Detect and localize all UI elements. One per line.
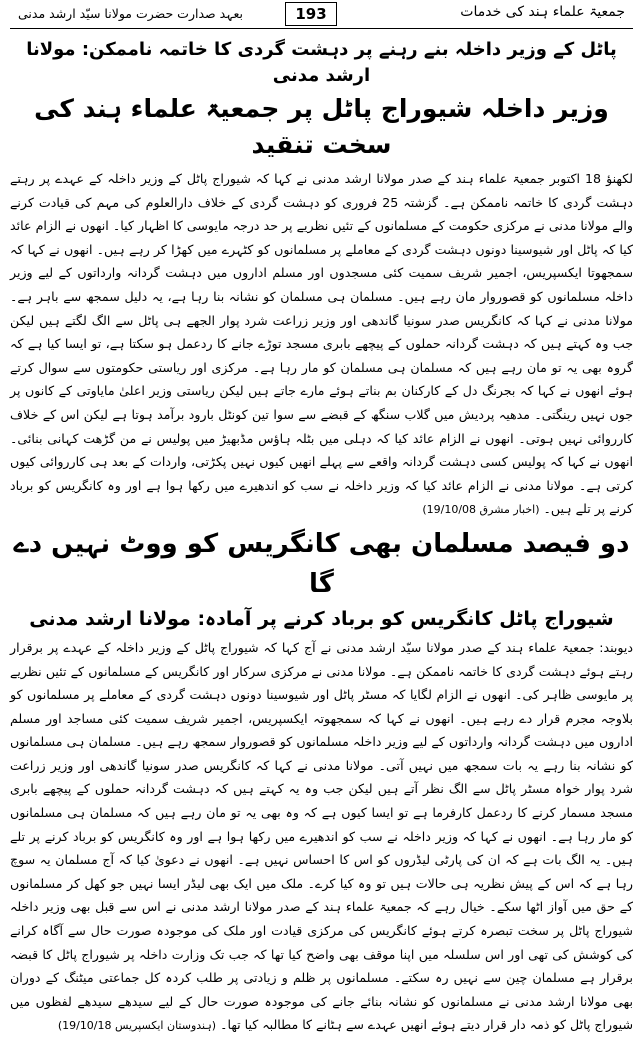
article1-kicker: پاٹل کے وزیر داخلہ بنے رہنے پر دہشت گردی کا خاتمہ ناممکن: مولانا ارشد مدنی — [26, 39, 617, 86]
article1-headline: وزیر داخلہ شیوراج پاٹل پر جمعیۃ علماء ہند کی سخت تنقید — [34, 94, 609, 159]
article2-headline: دو فیصد مسلمان بھی کانگریس کو ووٹ نہیں دے گا — [13, 528, 630, 599]
article2-body — [10, 636, 633, 1038]
article2-subhead: شیوراج پاٹل کانگریس کو برباد کرنے پر آمادہ: مولانا ارشد مدنی — [29, 607, 614, 630]
article2-body-text: دیوبند: جمعیۃ علماء ہند کے صدر مولانا سیّد ارشد مدنی نے آج کہا کہ شیوراج پاٹل کے وزیر داخلہ کے عہدے پر برقرار رہتے ہوئے دہشت گردی کا خاتمہ ناممکن ہے۔ مولانا مدنی نے مرکزی سرکار اور کانگریس کے مسلمانوں کے تئیں نظریے پر مایوسی ظاہر کی۔ انھوں نے الزام لگایا کہ مسٹر پاٹل اور شیوسینا دونوں دہشت گردی کے معاملے پر مسلمانوں کو بلاوجہ مجرم قرار دے رہے ہیں۔ انھوں نے کہا کہ سمجھوتہ ایکسپریس، اجمیر شریف سمیت کئی مساجد اور مسلم اداروں میں دہشت گردانہ وارداتوں کے لیے وزیر داخلہ مسلمانوں کو قصوروار سمجھ رہے ہیں۔ مسلمان ہی مسلمانوں کو نشانہ بنا رہے یہ بات سمجھ میں نہیں آتی۔ مولانا مدنی نے کہا کہ کانگریس صدر سونیا گاندھی اور وزیر زراعت شرد پوار خواہ مسٹر پاٹل سے الگ نظر آتے ہیں لیکن جب وہ یہ کہتے ہیں کہ دہشت گردانہ حملوں کے پیچھے بابری مسجد مسمار کرنے کا ردعمل کارفرما ہے تو ایسا کیوں ہے کہ وہ بھی یہ تو مان رہے ہیں کہ مسلمان ہی مسلمانوں کو مار رہا ہے۔ انھوں نے کہا کہ وزیر داخلہ نے سب کو اندھیرے میں رکھا ہوا ہے اور وہ کانگریس کو برباد کرنے پر تلے ہیں۔ یہ الگ بات ہے کہ ان کی پارٹی لیڈروں کو اس کا احساس نہیں ہے۔ انھوں نے دعویٰ کیا کہ آج مسلمان یہ سوچ رہا ہے کہ اس کے پیش نظریہ ہی حالات ہیں تو وہ کیا کرے۔ ملک میں ایک بھی لیڈر ایسا نہیں جو کھل کر مسلمانوں کے حق میں آواز اٹھا سکے۔ خیال رہے کہ جمعیۃ علماء ہند کے صدر مولانا ارشد مدنی نے اس سے قبل بھی وزیر داخلہ شیوراج پاٹل پر سخت تبصرہ کرتے ہوئے کانگریس کی مرکزی قیادت اور ملک کی موجودہ صورت حال سے آگاہ کرانے کی کوشش کی تھی اور اس سلسلہ میں اپنا موقف بھی واضح کیا تھا کہ جب تک وزارت داخلہ پر شیوراج پاٹل کا قبضہ برقرار ہے مسلمان چین سے نہیں رہ سکتے۔ مسلمانوں پر ظلم و زیادتی پر طلب کردہ کل جماعتی میٹنگ کے دوران بھی مولانا ارشد مدنی نے مسلمانوں کو نشانہ بنائے جانے کی موجودہ صورت حال کے لیے سیدھے سیدھے لفظوں میں شیوراج پاٹل کو ذمہ دار قرار دیتے ہوئے انھیں عہدے سے ہٹانے کا مطالبہ کیا تھا۔ — [10, 639, 633, 1033]
header-right-title: جمعیۃ علماء ہند کی خدمات — [460, 4, 625, 20]
article1-body-text: لکھنؤ 18 اکتوبر جمعیۃ علماء ہند کے صدر مولانا ارشد مدنی نے کہا کہ شیوراج پاٹل کے وزیر داخلہ کے عہدے پر رہتے دہشت گردی کا خاتمہ ناممکن ہے۔ گزشتہ 25 فروری کو دہشت گردی کے خلاف دارالعلوم کی مہم کی قیادت کرنے والے مولانا مدنی نے مرکزی حکومت کے مسلمانوں کے تئیں نظریے پر حد درجہ مایوسی کا اظہار کیا۔ انھوں نے الزام عائد کیا کہ پاٹل اور شیوسینا دونوں دہشت گردی کے معاملے پر مسلمانوں کو کٹہرے میں کھڑا کر رہے ہیں۔ انھوں نے کہا کہ سمجھوتا ایکسپریس، اجمیر شریف سمیت کئی مسجدوں اور مسلم اداروں میں دہشت گردانہ وارداتوں کے لیے وزیر داخلہ مسلمانوں کو قصوروار مان رہے ہیں۔ مسلمان ہی مسلمان کو نشانہ بنا رہا ہے، یہ دلیل سمجھ سے باہر ہے۔ مولانا مدنی نے کہا کہ کانگریس صدر سونیا گاندھی اور وزیر زراعت شرد پوار الجھے ہی پاٹل سے الگ لگتے ہیں لیکن جب وہ کہتے ہیں کہ دہشت گردانہ حملوں کے پیچھے بابری مسجد توڑے جانے کا ردعمل ہو سکتا ہے، تو ایسا کیا ہے کہ گروہ بھی یہ تو مان رہے ہیں کہ مسلمان ہی مسلمان کو مار رہا ہے۔ مرکزی اور ریاستی حکومتوں سے سوال کرتے ہوئے انھوں نے کہا کہ بجرنگ دل کے کارکنان بم بناتے ہوئے مارے جاتے ہیں لیکن ریاستی وزیر اعلیٰ مایاوتی کے کانوں پر جوں نہیں رینگتی۔ مدھیہ پردیش میں گلاب سنگھ کے قبضے سے سوا تین کونٹل بارود برآمد ہوتا ہے لیکن اس کے خلاف کارروائی نہیں ہوتی۔ انھوں نے الزام عائد کیا کہ دہلی میں بٹلہ ہاؤس مڈبھیڑ میں پولیس نے من گڑھت کہانی بنائی۔ انھوں نے کہا کہ پولیس کسی دہشت گردانہ واقعے سے پہلے انھیں کیوں نہیں پکڑتی، واردات کے بعد ہی کارروائی کیوں کرتی ہے۔ مولانا مدنی نے الزام عائد کیا کہ وزیر داخلہ نے سب کو اندھیرے میں رکھا ہوا ہے اور وہ کانگریس کو برباد کرنے پر تلے ہیں۔ — [10, 171, 633, 517]
article1-source: (اخبار مشرق 19/10/08) — [422, 503, 540, 517]
article2-source: (ہندوستان ایکسپریس 19/10/18) — [57, 1019, 217, 1033]
page-header — [10, 0, 633, 29]
header-left-title: بعہد صدارت حضرت مولانا سیّد ارشد مدنی — [18, 6, 243, 21]
article1-body — [10, 167, 633, 522]
page-number-box: 193 — [285, 2, 337, 26]
